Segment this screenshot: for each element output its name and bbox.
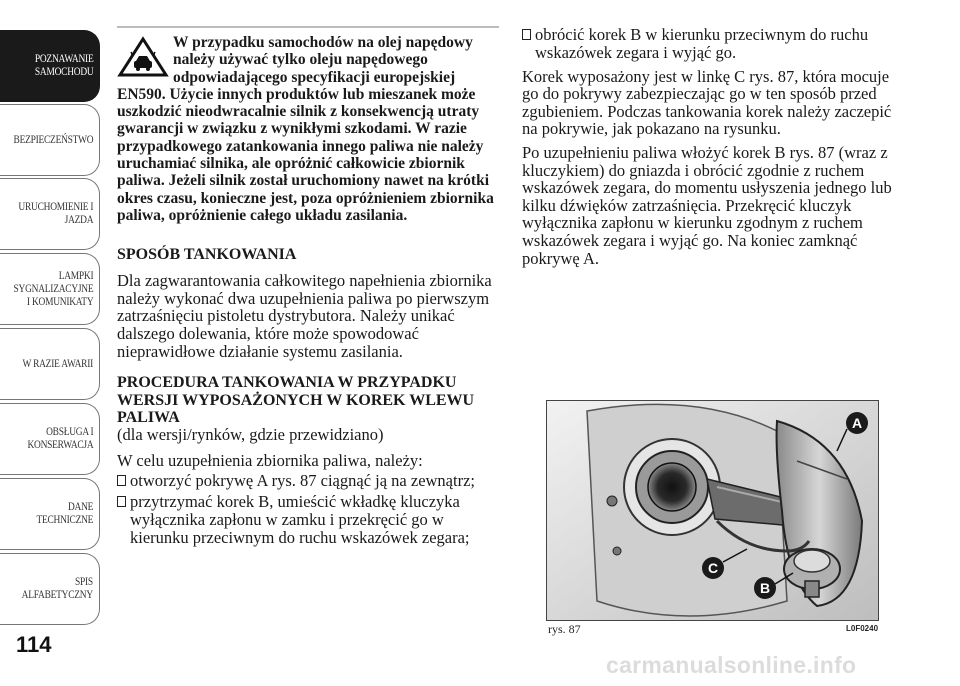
list-item: otworzyć pokrywę A rys. 87 ciągnąć ją na zewnątrz; [117, 472, 500, 490]
heading-subtitle: (dla wersji/rynków, gdzie przewidziano) [117, 425, 384, 445]
warning-text: W przypadku samochodów na olej napędowy należy używać tylko oleju napędowego odpowiadającego specyfikacji europejskiej EN590. Użycie innych produktów lub mieszanek może uszkodzić nieodwracalnie silnik z konsekwencją utraty gwarancji w związku z wynikłymi szkodami. W razie przypadkowego zatankowania innego paliwa nie należy uruchamiać silnika, ale opróżnić całkowicie zbiornik paliwa. Jeżeli silnik został uruchomiony nawet na krótki okres czasu, konieczne jest, poza opróżnieniem zbiornika paliwa, opróżnienie całego układu zasilania. [117, 34, 494, 224]
paragraph-linka: Korek wyposażony jest w linkę C rys. 87, która mocuje go do pokrywy zabezpieczając go w ten sposób przed zgubieniem. Podczas tankowania korek należy zaczepić na pokrywie, jak pokazano na rysunku. [522, 66, 892, 139]
heading-procedura-tankowania: PROCEDURA TANKOWANIA W PRZYPADKU WERSJI WYPOSAŻONYCH W KOREK WLEWU PALIWA [117, 374, 475, 426]
figure-fuel-cap [546, 400, 879, 621]
paragraph-intro: W celu uzupełnienia zbiornika paliwa, należy: [117, 450, 423, 470]
tab-dane-techniczne[interactable]: DANE TECHNICZNE [0, 478, 100, 550]
figure-caption: rys. 87 [548, 622, 581, 636]
list-item: przytrzymać korek B, umieścić wkładkę kluczyka wyłącznika zapłonu w zamku i przekręcić go w kierunku przeciwnym do ruchu wskazówek zegara; [117, 493, 500, 546]
warning-triangle-car-icon [117, 36, 169, 78]
label-b: B [759, 580, 771, 596]
top-rule [117, 26, 499, 28]
fuel-cap-illustration [547, 401, 879, 621]
tab-bezpieczenstwo[interactable]: BEZPIECZEŃSTWO [0, 104, 100, 176]
tab-spis-alfabetyczny[interactable]: SPIS ALFABETYCZNY [0, 553, 100, 625]
left-column [117, 26, 500, 547]
label-a: A [851, 415, 863, 431]
chapter-sidebar [0, 0, 100, 630]
tab-uruchomienie-i-jazda[interactable]: URUCHOMIENIE I JAZDA [0, 178, 100, 250]
warning-box [117, 34, 500, 224]
list-item: obrócić korek B w kierunku przeciwnym do ruchu wskazówek zegara i wyjąć go. [522, 26, 902, 62]
right-column [522, 26, 902, 267]
page-number: 114 [16, 632, 52, 657]
tab-w-razie-awarii[interactable]: W RAZIE AWARII [0, 328, 100, 400]
checkbox-bullet-icon [522, 29, 531, 40]
checkbox-bullet-icon [117, 496, 126, 507]
tab-obsluga-i-konserwacja[interactable]: OBSŁUGA I KONSERWACJA [0, 403, 100, 475]
checkbox-bullet-icon [117, 475, 126, 486]
tab-poznawanie-samochodu[interactable]: POZNAWANIE SAMOCHODU [0, 30, 100, 102]
heading-sposob-tankowania: SPOSÓB TANKOWANIA [117, 246, 297, 264]
label-c: C [707, 560, 719, 576]
paragraph-tankowanie: Dla zagwarantowania całkowitego napełnienia zbiornika należy wykonać dwa uzupełnienia paliwa po pierwszym zatrzaśnięciu pistoletu dystrybutora. Należy unikać dalszego dolewania, które może spowodować nieprawidłowe działanie systemu zasilania. [117, 271, 492, 361]
figure-code: L0F0240 [846, 624, 879, 633]
paragraph-po-uzupelnieniu: Po uzupełnieniu paliwa włożyć korek B rys. 87 (wraz z kluczykiem) do gniazda i obrócić zgodnie z ruchem wskazówek zegara, do momentu usłyszenia jednego lub kilku dźwięków zatrzaśnięcia. Przekręcić kluczyk wyłącznika zapłonu w kierunku zgodnym z ruchem wskazówek zegara i wyjąć go. Na koniec zamknąć pokrywę A. [522, 142, 892, 268]
tab-lampki-sygnalizacyjne[interactable]: LAMPKI SYGNALIZACYJNE I KOMUNIKATY [0, 253, 100, 325]
watermark: carmanualsonline.info [606, 652, 857, 678]
